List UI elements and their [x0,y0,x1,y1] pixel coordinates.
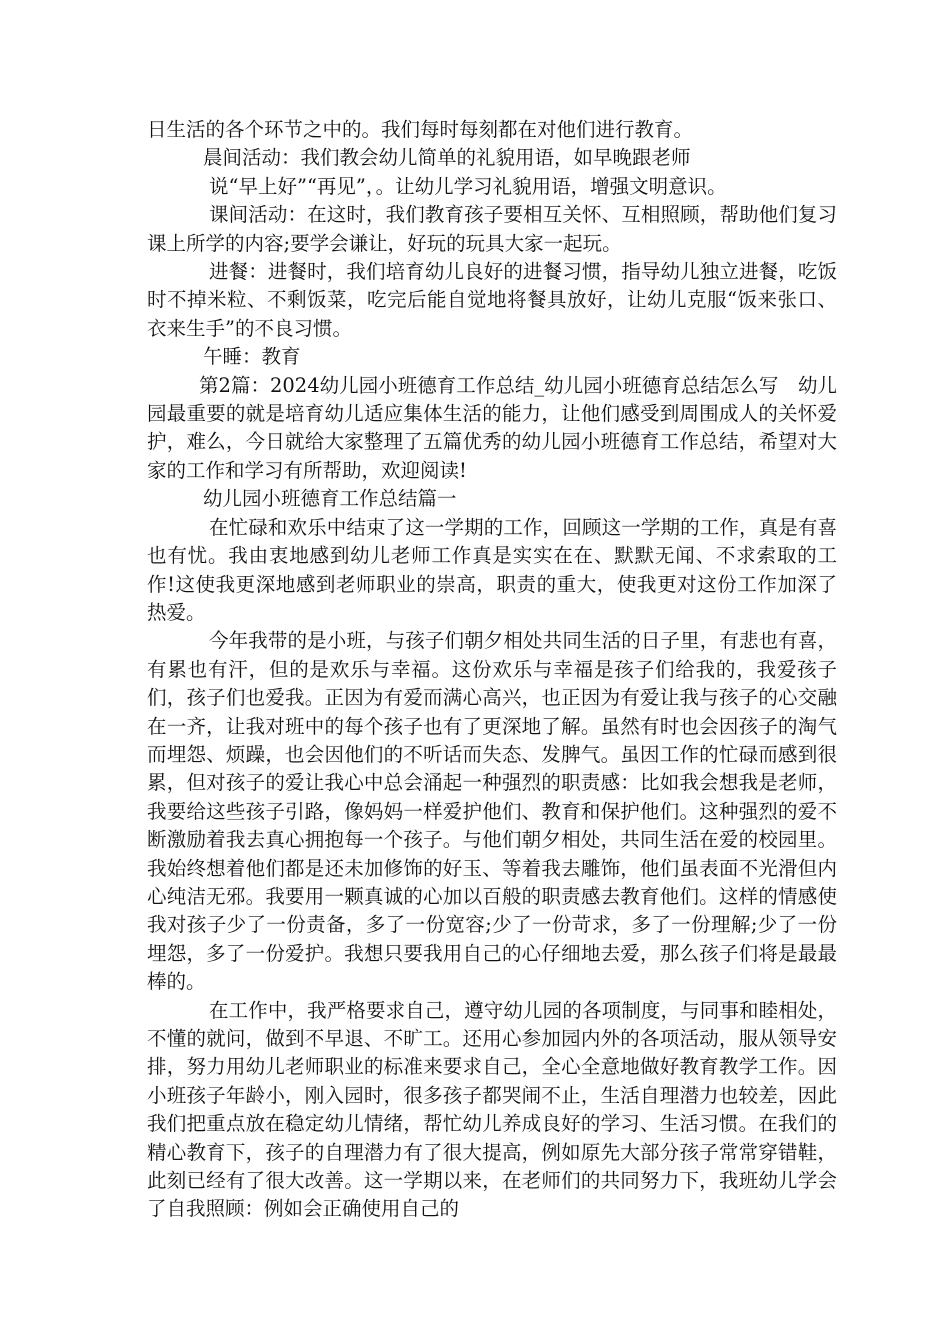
body-paragraph: 午睡：教育 [203,345,301,369]
body-paragraph: 日生活的各个环节之中的。我们每时每刻都在对他们进行教育。 [147,118,694,141]
body-paragraph: 今年我带的是小班，与孩子们朝夕相处共同生活的日子里，有悲也有喜，有累也有汗，但的是欢乐与幸福。这份欢乐与幸福是孩子们给我的，我爱孩子们，孩子们也爱我。正因为有爱而满心高兴，也正因为有爱让我与孩子的心交融在一齐，让我对班中的每个孩子也有了更深地了解。虽然有时也会因孩子的淘气而埋怨、烦躁，也会因他们的不听话而失态、发脾气。虽因工作的忙碌而感到很累，但对孩子的爱让我心中总会涌起一种强烈的职责感：比如我会想我是老师，我要给这些孩子引路，像妈妈一样爱护他们、教育和保护他们。这种强烈的爱不断激励着我去真心拥抱每一个孩子。与他们朝夕相处，共同生活在爱的校园里。我始终想着他们都是还未加修饰的好玉、等着我去雕饰，他们虽表面不光滑但内心纯洁无邪。我要用一颗真诚的心加以百般的职责感去教育他们。这样的情感使我对孩子少了一份责备，多了一份宽容;少了一份苛求，多了一份理解;少了一份埋怨，多了一份爱护。我想只要我用自己的心仔细地去爱，那么孩子们将是最最棒的。 [147,629,837,994]
body-paragraph: 课间活动：在这时，我们教育孩子要相互关怀、互相照顾，帮助他们复习课上所学的内容;要学会谦让，好玩的玩具大家一起玩。 [147,203,837,255]
body-paragraph: 在忙碌和欢乐中结束了这一学期的工作，回顾这一学期的工作，真是有喜也有忧。我由衷地感到幼儿老师工作真是实实在在、默默无闻、不求索取的工作!这使我更深地感到老师职业的崇高，职责的重大，使我更对这份工作加深了热爱。 [147,515,837,624]
body-paragraph: 第2篇：2024幼儿园小班德育工作总结_幼儿园小班德育总结怎么写 幼儿园最重要的就是培育幼儿适应集体生活的能力，让他们感受到周围成人的关怀爱护，难么，今日就给大家整理了五篇优秀的幼儿园小班德育工作总结，希望对大家的工作和学习有所帮助，欢迎阅读! [147,373,837,482]
body-paragraph: 说“早上好”“再见”，。让幼儿学习礼貌用语，增强文明意识。 [209,174,727,198]
body-paragraph: 进餐：进餐时，我们培育幼儿良好的进餐习惯，指导幼儿独立进餐，吃饭时不掉米粒、不剩饭菜，吃完后能自觉地将餐具放好，让幼儿克服“饭来张口、衣来生手”的不良习惯。 [147,260,837,340]
body-paragraph: 幼儿园小班德育工作总结篇一 [203,487,457,511]
document-page [147,116,837,1224]
body-paragraph: 在工作中，我严格要求自己，遵守幼儿园的各项制度，与同事和睦相处，不懂的就问，做到不早退、不旷工。还用心参加园内外的各项活动，服从领导安排，努力用幼儿老师职业的标准来要求自己，全心全意地做好教育教学工作。因小班孩子年龄小，刚入园时，很多孩子都哭闹不止，生活自理潜力也较差，因此我们把重点放在稳定幼儿情绪，帮忙幼儿养成良好的学习、生活习惯。在我们的精心教育下，孩子的自理潜力有了很大提高，例如原先大部分孩子常常穿错鞋，此刻已经有了很大改善。这一学期以来，在老师们的共同努力下，我班幼儿学会了自我照顾：例如会正确使用自己的 [147,998,837,1221]
body-paragraph: 晨间活动：我们教会幼儿简单的礼貌用语，如早晚跟老师 [203,146,691,170]
